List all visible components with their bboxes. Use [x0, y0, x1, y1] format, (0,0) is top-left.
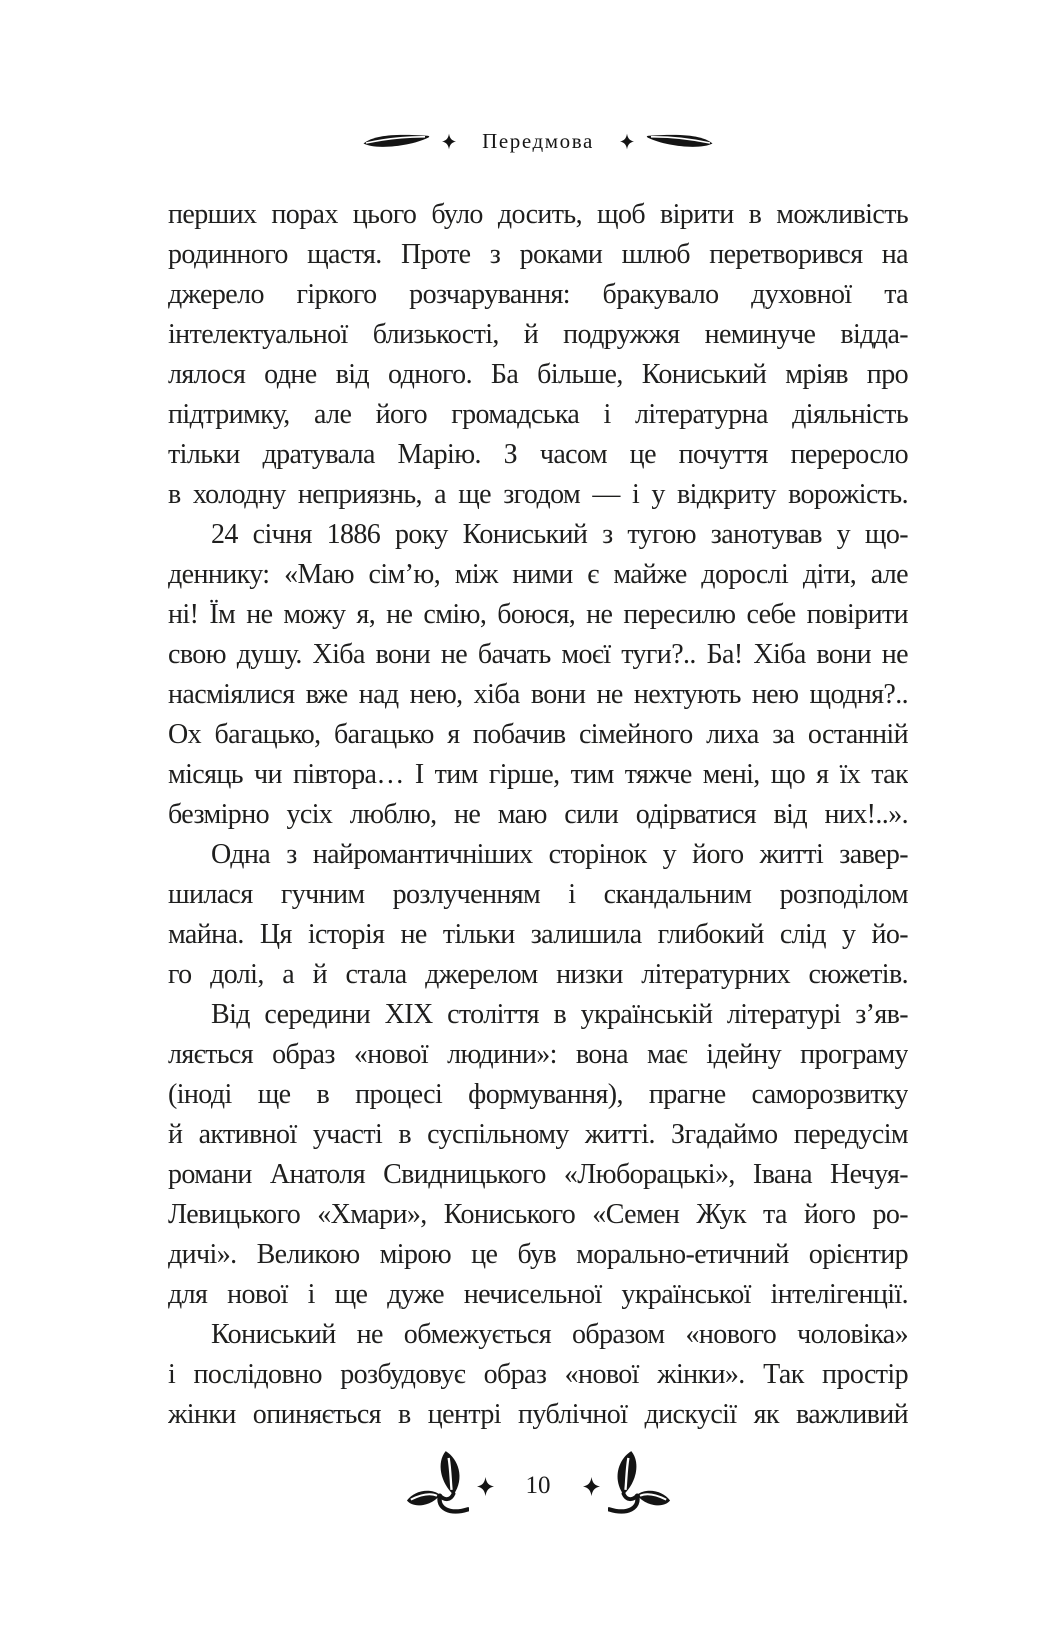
text-line: свою душу. Хіба вони не бачать моєї туги?.. Ба! Хіба вони не	[168, 639, 908, 670]
leaf-ornament-icon	[646, 131, 713, 151]
text-line: перших порах цього було досить, щоб вірити в можливість	[168, 199, 908, 230]
text-line: (іноді ще в процесі формування), прагне саморозвитку	[168, 1079, 908, 1110]
text-line: Одна з найромантичніших сторінок у його житті завер-	[211, 839, 908, 870]
diamond-star-icon	[583, 1476, 600, 1497]
text-line: для нової і ще дуже нечисельної української інтелігенції.	[168, 1279, 908, 1310]
diamond-star-icon	[477, 1476, 494, 1497]
text-line: джерело гіркого розчарування: бракувало духовної та	[168, 279, 908, 310]
text-line: й активної участі в суспільному житті. Згадаймо передусім	[168, 1119, 908, 1150]
diamond-star-icon	[442, 133, 456, 150]
text-line: тільки дратувала Марію. З часом це почуття переросло	[168, 439, 908, 470]
text-line: місяць чи півтора… І тим гірше, тим тяжче мені, що я їх так	[168, 759, 908, 790]
leaf-sprig-icon	[608, 1450, 672, 1523]
text-line: дичі». Великою мірою це був морально-етичний орієнтир	[168, 1239, 908, 1270]
text-line: Ох багацько, багацько я побачив сімейного лиха за останній	[168, 719, 908, 750]
text-line: ляється образ «нової людини»: вона має ідейну програму	[168, 1039, 908, 1070]
text-line: романи Анатоля Свидницького «Люборацькі», Івана Нечуя-	[168, 1159, 908, 1190]
page-footer	[168, 1446, 908, 1526]
text-line: в холодну неприязнь, а ще згодом — і у відкриту ворожість.	[168, 479, 908, 510]
text-line: 24 січня 1886 року Кониський з тугою занотував у що-	[211, 519, 908, 550]
text-line: шилася гучним розлученням і скандальним розподілом	[168, 879, 908, 910]
text-line: інтелектуальної близькості, й подружжя неминуче відда-	[168, 319, 908, 350]
text-line: родинного щастя. Проте з роками шлюб перетворився на	[168, 239, 908, 270]
text-line: го долі, а й стала джерелом низки літературних сюжетів.	[168, 959, 908, 990]
text-line: деннику: «Маю сім’ю, між ними є майже дорослі діти, але	[168, 559, 908, 590]
text-line: підтримку, але його громадська і літературна діяльність	[168, 399, 908, 430]
text-line: Від середини XIX століття в українській літературі з’яв-	[211, 999, 908, 1030]
text-line: ні! Їм не можу я, не смію, боюся, не пересилю себе повірити	[168, 599, 908, 630]
text-line: лялося одне від одного. Ба більше, Кониський мріяв про	[168, 359, 908, 390]
leaf-ornament-icon	[363, 131, 430, 151]
text-line: жінки опиняється в центрі публічної дискусії як важливий	[168, 1399, 908, 1430]
page-number: 10	[525, 1472, 551, 1499]
chapter-title: Передмова	[482, 128, 594, 153]
leaf-sprig-icon	[405, 1450, 469, 1523]
text-line: майна. Ця історія не тільки залишила глибокий слід у йо-	[168, 919, 908, 950]
diamond-star-icon	[620, 133, 634, 150]
body-text	[168, 195, 908, 1435]
text-line: і послідовно розбудовує образ «нової жінки». Так простір	[168, 1359, 908, 1390]
text-line: Левицького «Хмари», Кониського «Семен Жук та його ро-	[168, 1199, 908, 1230]
text-line: насміялися вже над нею, хіба вони не нехтують нею щодня?..	[168, 679, 908, 710]
text-line: Кониський не обмежується образом «нового чоловіка»	[211, 1319, 908, 1350]
chapter-header	[168, 118, 908, 164]
text-line: безмірно усіх люблю, не маю сили одірватися від них!..».	[168, 799, 908, 830]
